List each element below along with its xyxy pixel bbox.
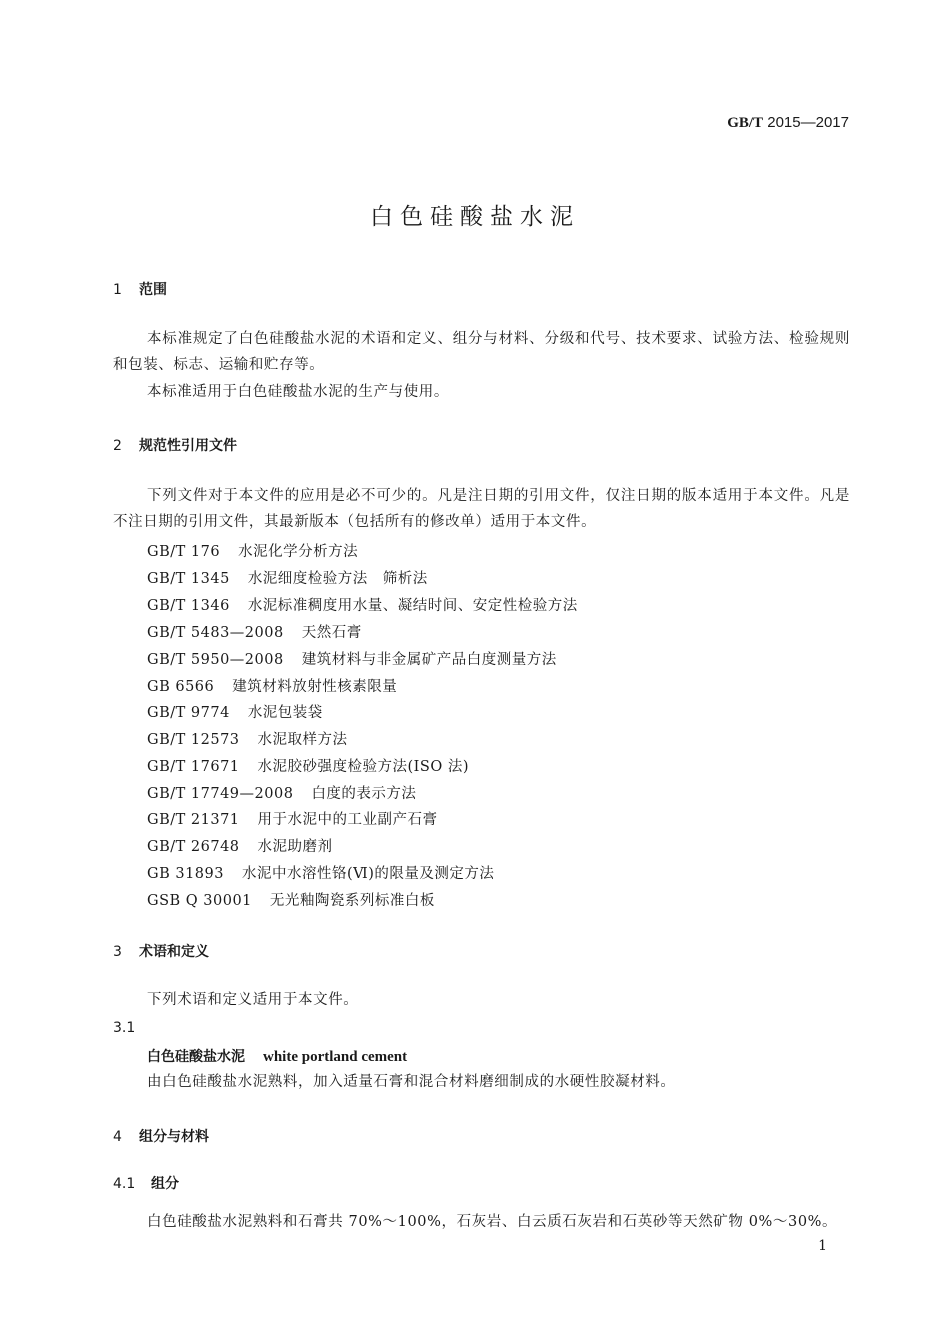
reference-code: GB/T 1345	[147, 571, 230, 587]
term-english: white portland cement	[263, 1049, 408, 1065]
standard-code	[727, 114, 849, 132]
reference-item	[147, 701, 323, 722]
reference-item	[147, 755, 469, 776]
reference-item	[147, 782, 416, 803]
reference-code: GB 6566	[147, 679, 215, 695]
section-1-number: 1	[113, 282, 122, 298]
reference-title: 水泥标准稠度用水量、凝结时间、安定性检验方法	[247, 598, 578, 614]
reference-code: GB/T 21371	[147, 812, 240, 828]
reference-item	[147, 621, 362, 642]
reference-item	[147, 835, 333, 856]
section-2-intro: 下列文件对于本文件的应用是必不可少的。凡是注日期的引用文件，仅注日期的版本适用于本文件。凡是不注日期的引用文件，其最新版本（包括所有的修改单）适用于本文件。	[113, 488, 850, 530]
reference-code: GB/T 9774	[147, 705, 230, 721]
reference-code: GB/T 5950—2008	[147, 652, 284, 668]
subsection-4-1-title: 组分	[151, 1176, 179, 1192]
reference-item	[147, 808, 438, 829]
reference-item	[147, 594, 578, 615]
section-3-title: 术语和定义	[139, 944, 209, 960]
section-2-title: 规范性引用文件	[139, 438, 237, 454]
page-number: 1	[818, 1238, 827, 1254]
reference-title: 建筑材料与非金属矿产品白度测量方法	[301, 652, 557, 668]
reference-code: GB/T 176	[147, 544, 221, 560]
reference-item	[147, 540, 358, 561]
section-2-number: 2	[113, 438, 122, 454]
reference-title: 水泥中水溶性铬(Ⅵ)的限量及测定方法	[241, 866, 495, 882]
reference-code: GB/T 1346	[147, 598, 230, 614]
reference-code: GB/T 26748	[147, 839, 240, 855]
subsection-4-1-heading	[113, 1173, 179, 1193]
section-1-paragraph-2: 本标准适用于白色硅酸盐水泥的生产与使用。	[147, 384, 449, 400]
reference-code: GB/T 5483—2008	[147, 625, 284, 641]
reference-item	[147, 889, 435, 910]
reference-title: 用于水泥中的工业副产石膏	[257, 812, 438, 828]
term-number: 3.1	[113, 1020, 136, 1036]
reference-code: GB/T 17749—2008	[147, 786, 294, 802]
subsection-4-1-text: 白色硅酸盐水泥熟料和石膏共 70%～100%，石灰岩、白云质石灰岩和石英砂等天然矿物 0%～30%。	[147, 1214, 838, 1230]
section-3-heading	[113, 941, 209, 961]
section-1-title: 范围	[139, 282, 167, 298]
reference-item	[147, 567, 428, 588]
standard-code-number: 2015—2017	[767, 114, 849, 131]
reference-title: 白度的表示方法	[311, 786, 417, 802]
reference-title: 水泥取样方法	[257, 732, 348, 748]
reference-code: GB/T 12573	[147, 732, 240, 748]
document-title: 白色硅酸盐水泥	[370, 204, 580, 230]
reference-code: GB/T 17671	[147, 759, 240, 775]
section-3-number: 3	[113, 944, 122, 960]
reference-title: 水泥包装袋	[247, 705, 323, 721]
term-chinese: 白色硅酸盐水泥	[147, 1049, 245, 1065]
reference-title: 无光釉陶瓷系列标准白板	[269, 893, 435, 909]
term-heading	[147, 1046, 407, 1066]
reference-item	[147, 648, 557, 669]
section-4-number: 4	[113, 1129, 122, 1145]
standard-code-prefix: GB/T	[727, 115, 764, 131]
reference-title: 建筑材料放射性核素限量	[232, 679, 398, 695]
section-3-intro: 下列术语和定义适用于本文件。	[147, 992, 359, 1008]
reference-title: 水泥助磨剂	[257, 839, 333, 855]
section-1-heading	[113, 279, 167, 299]
subsection-4-1-number: 4.1	[113, 1176, 136, 1192]
reference-code: GB 31893	[147, 866, 224, 882]
reference-item	[147, 862, 494, 883]
reference-code: GSB Q 30001	[147, 893, 252, 909]
reference-item	[147, 675, 397, 696]
section-2-heading	[113, 435, 237, 455]
reference-title: 水泥胶砂强度检验方法(ISO 法)	[257, 759, 470, 775]
reference-title: 水泥化学分析方法	[238, 544, 359, 560]
reference-title: 水泥细度检验方法 筛析法	[247, 571, 428, 587]
reference-title: 天然石膏	[301, 625, 362, 641]
reference-item	[147, 728, 348, 749]
section-4-heading	[113, 1126, 209, 1146]
section-4-title: 组分与材料	[139, 1129, 209, 1145]
section-1-paragraph-1: 本标准规定了白色硅酸盐水泥的术语和定义、组分与材料、分级和代号、技术要求、试验方法、检验规则和包装、标志、运输和贮存等。	[113, 331, 850, 373]
term-definition: 由白色硅酸盐水泥熟料，加入适量石膏和混合材料磨细制成的水硬性胶凝材料。	[147, 1074, 676, 1090]
